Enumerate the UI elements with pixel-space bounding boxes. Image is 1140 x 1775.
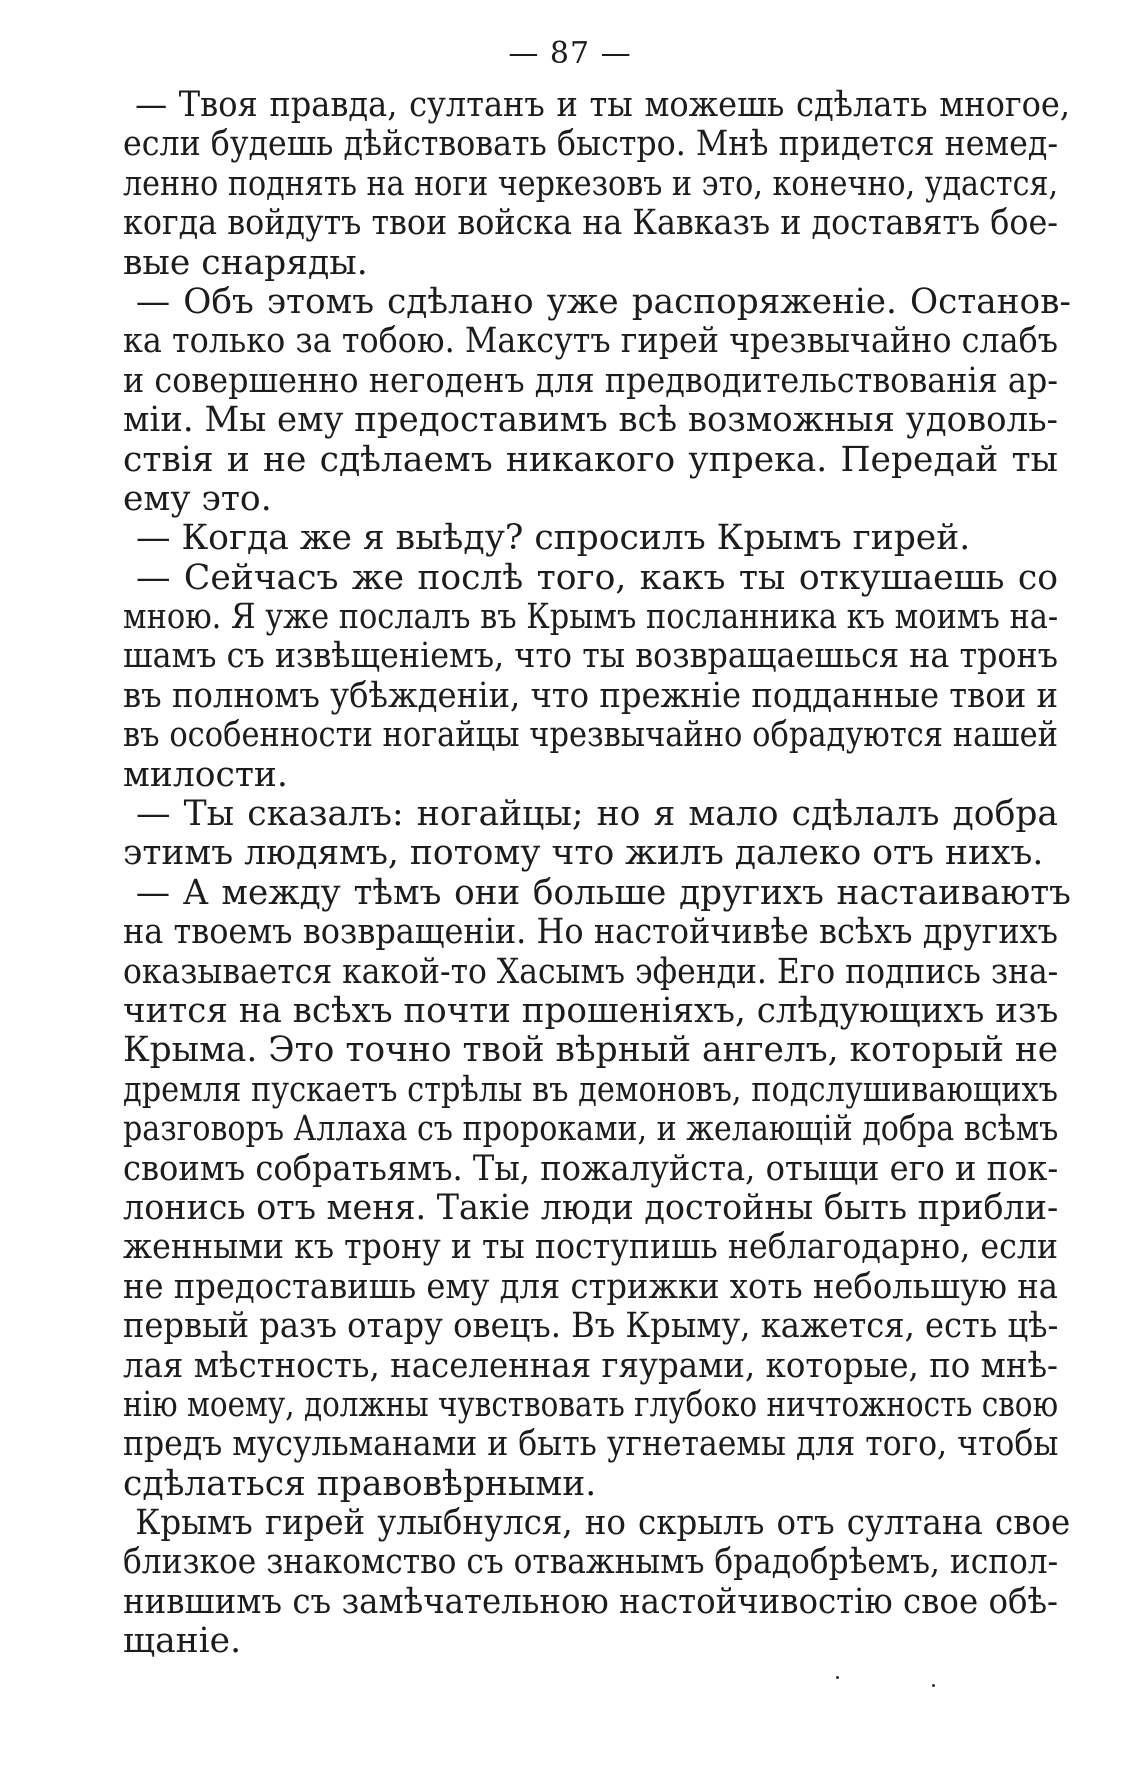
- text-line: ему это.: [123, 478, 272, 519]
- text-line: дремля пускаетъ стрѣлы въ демоновъ, подслушивающихъ: [123, 1069, 1058, 1110]
- text-line: первый разъ отару овецъ. Въ Крыму, кажется, есть цѣ-: [123, 1306, 1059, 1347]
- text-line: разговоръ Аллаха съ пророками, и желающій добра всѣмъ: [123, 1109, 1059, 1150]
- text-line: лонись отъ меня. Такіе люди достойны быть прибли-: [123, 1187, 1059, 1228]
- text-line: и совершенно негоденъ для предводительствованія ар-: [123, 360, 1058, 401]
- print-speck: [932, 1684, 935, 1687]
- text-line: въ полномъ убѣжденіи, что прежніе подданные твои и: [123, 675, 1058, 716]
- text-line: нившимъ съ замѣчательною настойчивостію свое обѣ-: [123, 1581, 1059, 1622]
- text-line: близкое знакомство съ отважнымъ брадобрѣемъ, испол-: [123, 1542, 1059, 1583]
- paragraph: [123, 559, 1058, 795]
- text-line: въ особенности ногайцы чрезвычайно обрадуются нашей: [123, 715, 1058, 756]
- text-line: шамъ съ извѣщеніемъ, что ты возвращаешься на тронъ: [123, 636, 1059, 677]
- body-text: [123, 85, 1071, 1662]
- text-line: на твоемъ возвращеніи. Но настойчивѣе всѣхъ другихъ: [123, 912, 1058, 953]
- text-line: Крыма. Это точно твой вѣрный ангелъ, который не: [123, 1030, 1059, 1071]
- text-line: ствія и не сдѣлаемъ никакого упрека. Передай ты: [123, 439, 1058, 480]
- paragraph: [123, 85, 1071, 283]
- text-line: мною. Я уже послалъ въ Крымъ посланника къ моимъ на-: [123, 597, 1059, 638]
- text-line: этимъ людямъ, потому что жилъ далеко отъ нихъ.: [123, 833, 1044, 874]
- text-line: — А между тѣмъ они больше другихъ настаиваютъ: [135, 872, 1071, 913]
- text-line: ленно поднять на ноги черкезовъ и это, конечно, удастся,: [123, 163, 1059, 204]
- text-line: когда войдутъ твои войска на Кавказъ и доставятъ бое-: [123, 203, 1059, 244]
- text-line: міи. Мы ему предоставимъ всѣ возможныя удоволь-: [123, 400, 1059, 441]
- text-line: вые снаряды.: [123, 242, 368, 283]
- paragraph: [123, 795, 1058, 874]
- text-line: лая мѣстность, населенная гяурами, которые, по мнѣ-: [123, 1345, 1059, 1386]
- text-line: сдѣлаться правовѣрными.: [123, 1463, 597, 1504]
- paragraph: [123, 872, 1071, 1504]
- text-line: — Объ этомъ сдѣлано уже распоряженіе. Останов-: [135, 281, 1071, 322]
- text-line: милости.: [123, 754, 288, 795]
- text-line: не предоставишь ему для стрижки хоть небольшую на: [123, 1266, 1058, 1307]
- text-line: — Твоя правда, султанъ и ты можешь сдѣлать многое,: [135, 85, 1071, 125]
- text-line: Крымъ гирей улыбнулся, но скрылъ отъ султана свое: [135, 1503, 1071, 1544]
- text-line: оказывается какой-то Хасымъ эфенди. Его подпись зна-: [123, 951, 1059, 992]
- text-line: своимъ собратьямъ. Ты, пожалуйста, отыщи его и пок-: [123, 1148, 1059, 1189]
- page-number: — 87 —: [508, 36, 632, 71]
- text-line: предъ мусульманами и быть угнетаемы для того, чтобы: [123, 1424, 1059, 1465]
- print-speck: [836, 1676, 839, 1679]
- text-line: — Ты сказалъ: ногайцы; но я мало сдѣлалъ добра: [136, 794, 1058, 835]
- text-line: нію моему, должны чувствовать глубоко ничтожность свою: [123, 1384, 1059, 1425]
- text-line: если будешь дѣйствовать быстро. Мнѣ придется немед-: [123, 124, 1059, 165]
- paragraph: [123, 281, 1071, 519]
- text-line: — Когда же я выѣду? спросилъ Крымъ гирей.: [136, 518, 971, 559]
- text-line: женными къ трону и ты поступишь неблагодарно, если: [123, 1227, 1059, 1268]
- text-line: щаніе.: [123, 1621, 242, 1662]
- text-line: ка только за тобою. Максутъ гирей чрезвычайно слабъ: [123, 321, 1059, 362]
- text-line: чится на всѣхъ почти прошеніяхъ, слѣдующихъ изъ: [123, 990, 1059, 1031]
- paragraph: [123, 519, 1058, 558]
- paragraph: [123, 1503, 1071, 1662]
- text-line: — Сейчасъ же послѣ того, какъ ты откушаешь со: [136, 557, 1058, 598]
